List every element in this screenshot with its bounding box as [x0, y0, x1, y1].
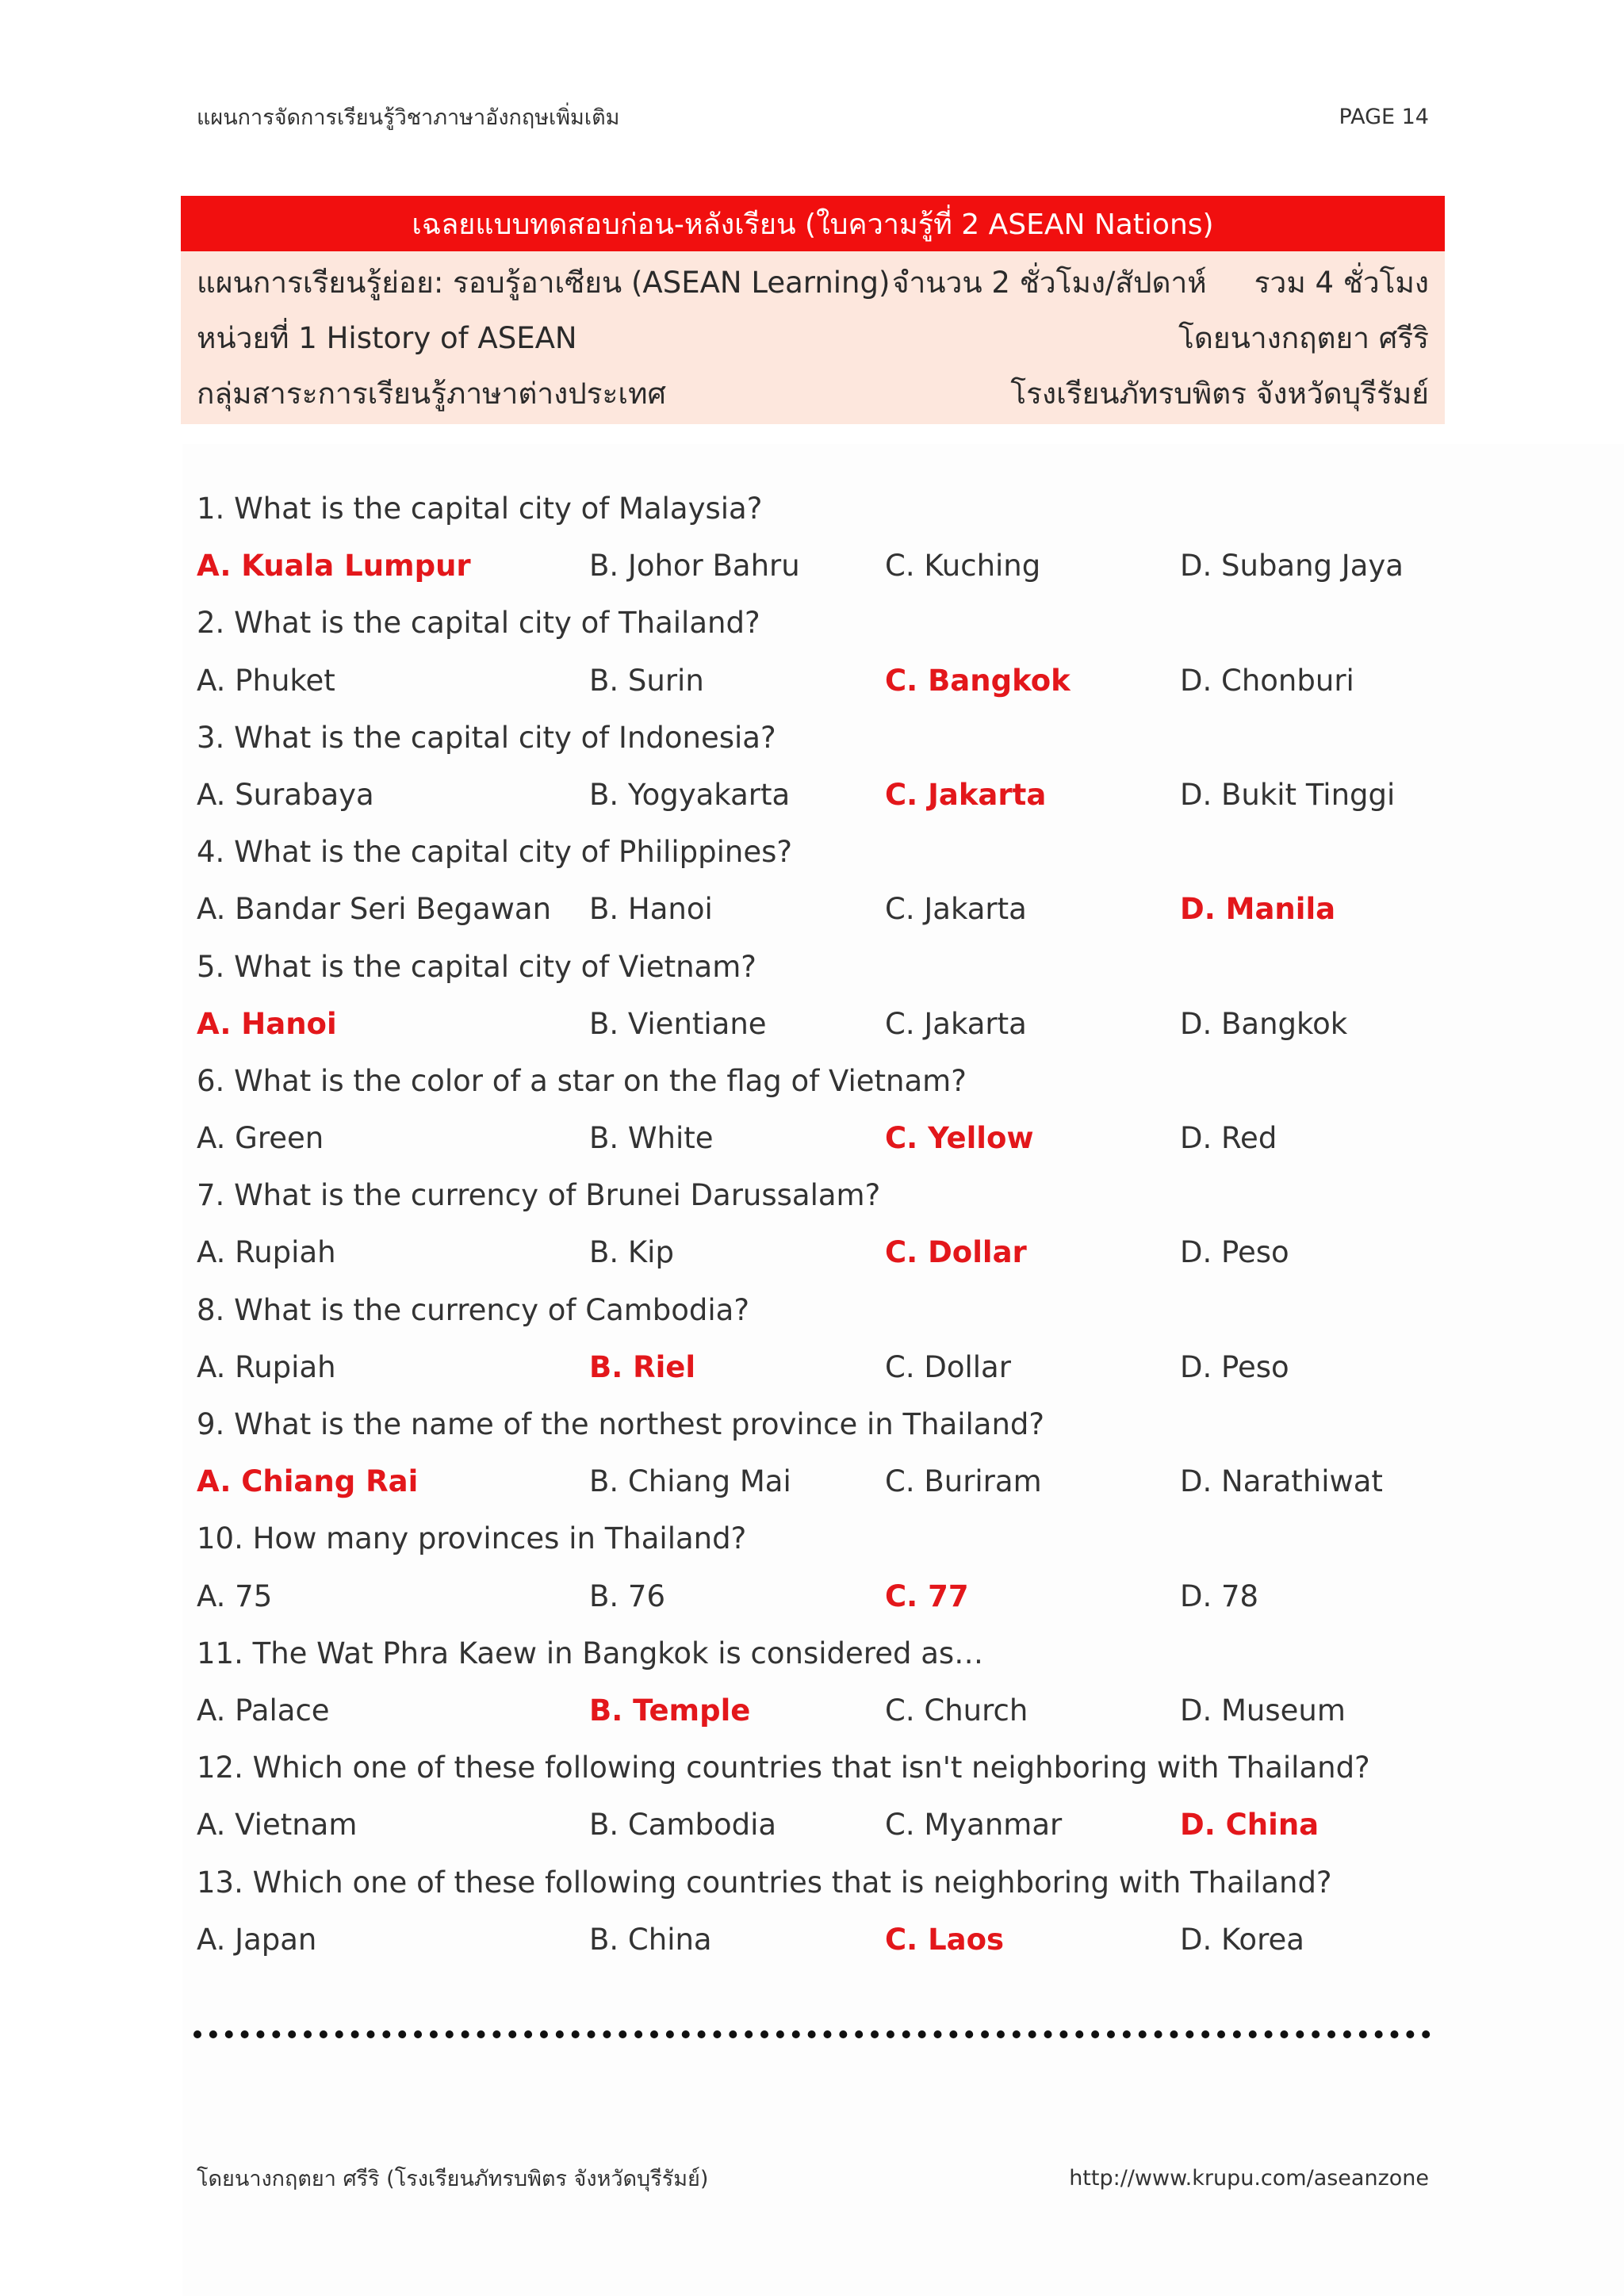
answer-option: A. Palace — [197, 1693, 330, 1728]
correct-answer-option: D. China — [1180, 1808, 1320, 1843]
answer-option: C. Jakarta — [885, 892, 1027, 927]
answer-option: A. Rupiah — [197, 1349, 336, 1384]
answer-option: C. Jakarta — [885, 1006, 1027, 1041]
answer-option: C. Church — [885, 1693, 1028, 1728]
answer-option: A. 75 — [197, 1578, 273, 1613]
question-text: 12. Which one of these following countries that isn't neighboring with Thailand? — [197, 1751, 1370, 1785]
teacher-name: โดยนางกฤตยา ศรีริ — [1178, 320, 1429, 355]
options-row — [197, 1339, 1434, 1396]
info-row-plan — [197, 254, 1429, 310]
answer-option: D. Peso — [1180, 1235, 1289, 1270]
correct-answer-option: C. Laos — [885, 1922, 1005, 1957]
answer-option: B. Kip — [589, 1235, 674, 1270]
options-row — [197, 881, 1434, 938]
answer-option: A. Bandar Seri Begawan — [197, 892, 552, 927]
answer-key-title: เฉลยแบบทดสอบก่อน-หลังเรียน (ใบความรู้ที่ 2 ASEAN Nations) — [412, 208, 1214, 241]
answer-option: D. Korea — [1180, 1922, 1304, 1957]
answer-option: B. Johor Bahru — [589, 549, 800, 584]
page-footer — [197, 2161, 1429, 2195]
answer-option: D. Peso — [1180, 1349, 1289, 1384]
answer-option: A. Green — [197, 1121, 324, 1156]
question-text: 2. What is the capital city of Thailand? — [197, 606, 760, 641]
answer-option: B. China — [589, 1922, 712, 1957]
answer-key-title-bar — [181, 196, 1445, 251]
correct-answer-option: C. Bangkok — [885, 663, 1071, 698]
question-text: 8. What is the currency of Cambodia? — [197, 1292, 749, 1327]
options-row — [197, 1453, 1434, 1510]
lesson-unit: หน่วยที่ 1 History of ASEAN — [197, 320, 577, 355]
correct-answer-option: A. Hanoi — [197, 1006, 337, 1041]
question-text: 11. The Wat Phra Kaew in Bangkok is considered as… — [197, 1636, 984, 1670]
answer-option: D. Museum — [1180, 1693, 1346, 1728]
subject-group: กลุ่มสาระการเรียนรู้ภาษาต่างประเทศ — [197, 376, 666, 411]
answer-option: D. 78 — [1180, 1578, 1259, 1613]
question-text: 1. What is the capital city of Malaysia? — [197, 492, 763, 526]
question-text: 4. What is the capital city of Philippines? — [197, 835, 793, 870]
correct-answer-option: B. Temple — [589, 1693, 751, 1728]
answer-option: B. Yogyakarta — [589, 777, 791, 812]
correct-answer-option: D. Manila — [1180, 892, 1336, 927]
answer-option: A. Surabaya — [197, 777, 374, 812]
options-row — [197, 767, 1434, 824]
lesson-plan: แผนการเรียนรู้ย่อย: รอบรู้อาเซียน (ASEAN Learning) — [197, 265, 891, 300]
options-row — [197, 1110, 1434, 1167]
lesson-info-box — [181, 251, 1445, 424]
answer-option: D. Subang Jaya — [1180, 549, 1404, 584]
correct-answer-option: C. Dollar — [885, 1235, 1027, 1270]
options-row — [197, 538, 1434, 595]
answer-option: C. Kuching — [885, 549, 1041, 584]
footer-author: โดยนางกฤตยา ศรีริ (โรงเรียนภัทรบพิตร จังหวัดบุรีรัมย์) — [197, 2167, 709, 2191]
answer-option: B. Chiang Mai — [589, 1464, 791, 1499]
options-row — [197, 1224, 1434, 1281]
correct-answer-option: C. 77 — [885, 1578, 969, 1613]
footer-url: http://www.krupu.com/aseanzone — [1069, 2166, 1429, 2191]
answer-option: B. Surin — [589, 663, 704, 698]
answer-option: A. Japan — [197, 1922, 317, 1957]
header-title: แผนการจัดการเรียนรู้วิชาภาษาอังกฤษเพิ่มเติม — [197, 105, 620, 130]
correct-answer-option: A. Kuala Lumpur — [197, 549, 471, 584]
lesson-total-hours: รวม 4 ชั่วโมง — [1254, 265, 1429, 300]
options-row — [197, 1568, 1434, 1625]
page-number: PAGE 14 — [1339, 105, 1429, 129]
answer-option: B. 76 — [589, 1578, 665, 1613]
answer-option: D. Chonburi — [1180, 663, 1354, 698]
question-text: 6. What is the color of a star on the flag of Vietnam? — [197, 1063, 967, 1098]
options-row — [197, 996, 1434, 1053]
question-text: 10. How many provinces in Thailand? — [197, 1521, 747, 1556]
dotted-divider — [193, 2030, 1431, 2038]
options-row — [197, 1797, 1434, 1854]
question-text: 9. What is the name of the northest province in Thailand? — [197, 1407, 1045, 1441]
question-text: 3. What is the capital city of Indonesia? — [197, 720, 776, 755]
question-text: 7. What is the currency of Brunei Darussalam? — [197, 1178, 881, 1213]
lesson-hours-group — [892, 259, 1429, 306]
correct-answer-option: C. Jakarta — [885, 777, 1047, 812]
answer-option: A. Rupiah — [197, 1235, 336, 1270]
lesson-hours: จำนวน 2 ชั่วโมง/สัปดาห์ — [891, 265, 1207, 300]
answer-option: B. White — [589, 1121, 714, 1156]
answer-option: D. Narathiwat — [1180, 1464, 1383, 1499]
page-header — [197, 100, 1429, 134]
answer-option: D. Bukit Tinggi — [1180, 777, 1396, 812]
answer-option: B. Hanoi — [589, 892, 713, 927]
answer-option: B. Vientiane — [589, 1006, 767, 1041]
answer-option: D. Red — [1180, 1121, 1277, 1156]
info-row-subject — [197, 365, 1429, 421]
correct-answer-option: C. Yellow — [885, 1121, 1034, 1156]
answer-option: D. Bangkok — [1180, 1006, 1348, 1041]
answer-option: B. Cambodia — [589, 1808, 777, 1843]
answer-option: C. Dollar — [885, 1349, 1011, 1384]
answer-option: A. Phuket — [197, 663, 335, 698]
options-row — [197, 1682, 1434, 1739]
quiz-list — [197, 480, 1434, 1969]
correct-answer-option: B. Riel — [589, 1349, 696, 1384]
school-name: โรงเรียนภัทรบพิตร จังหวัดบุรีรัมย์ — [1010, 376, 1429, 411]
answer-option: C. Myanmar — [885, 1808, 1063, 1843]
correct-answer-option: A. Chiang Rai — [197, 1464, 419, 1499]
question-text: 13. Which one of these following countries that is neighboring with Thailand? — [197, 1865, 1332, 1900]
options-row — [197, 1911, 1434, 1969]
answer-option: C. Buriram — [885, 1464, 1042, 1499]
options-row — [197, 652, 1434, 710]
question-text: 5. What is the capital city of Vietnam? — [197, 949, 756, 984]
answer-option: A. Vietnam — [197, 1808, 358, 1843]
info-row-unit — [197, 310, 1429, 365]
